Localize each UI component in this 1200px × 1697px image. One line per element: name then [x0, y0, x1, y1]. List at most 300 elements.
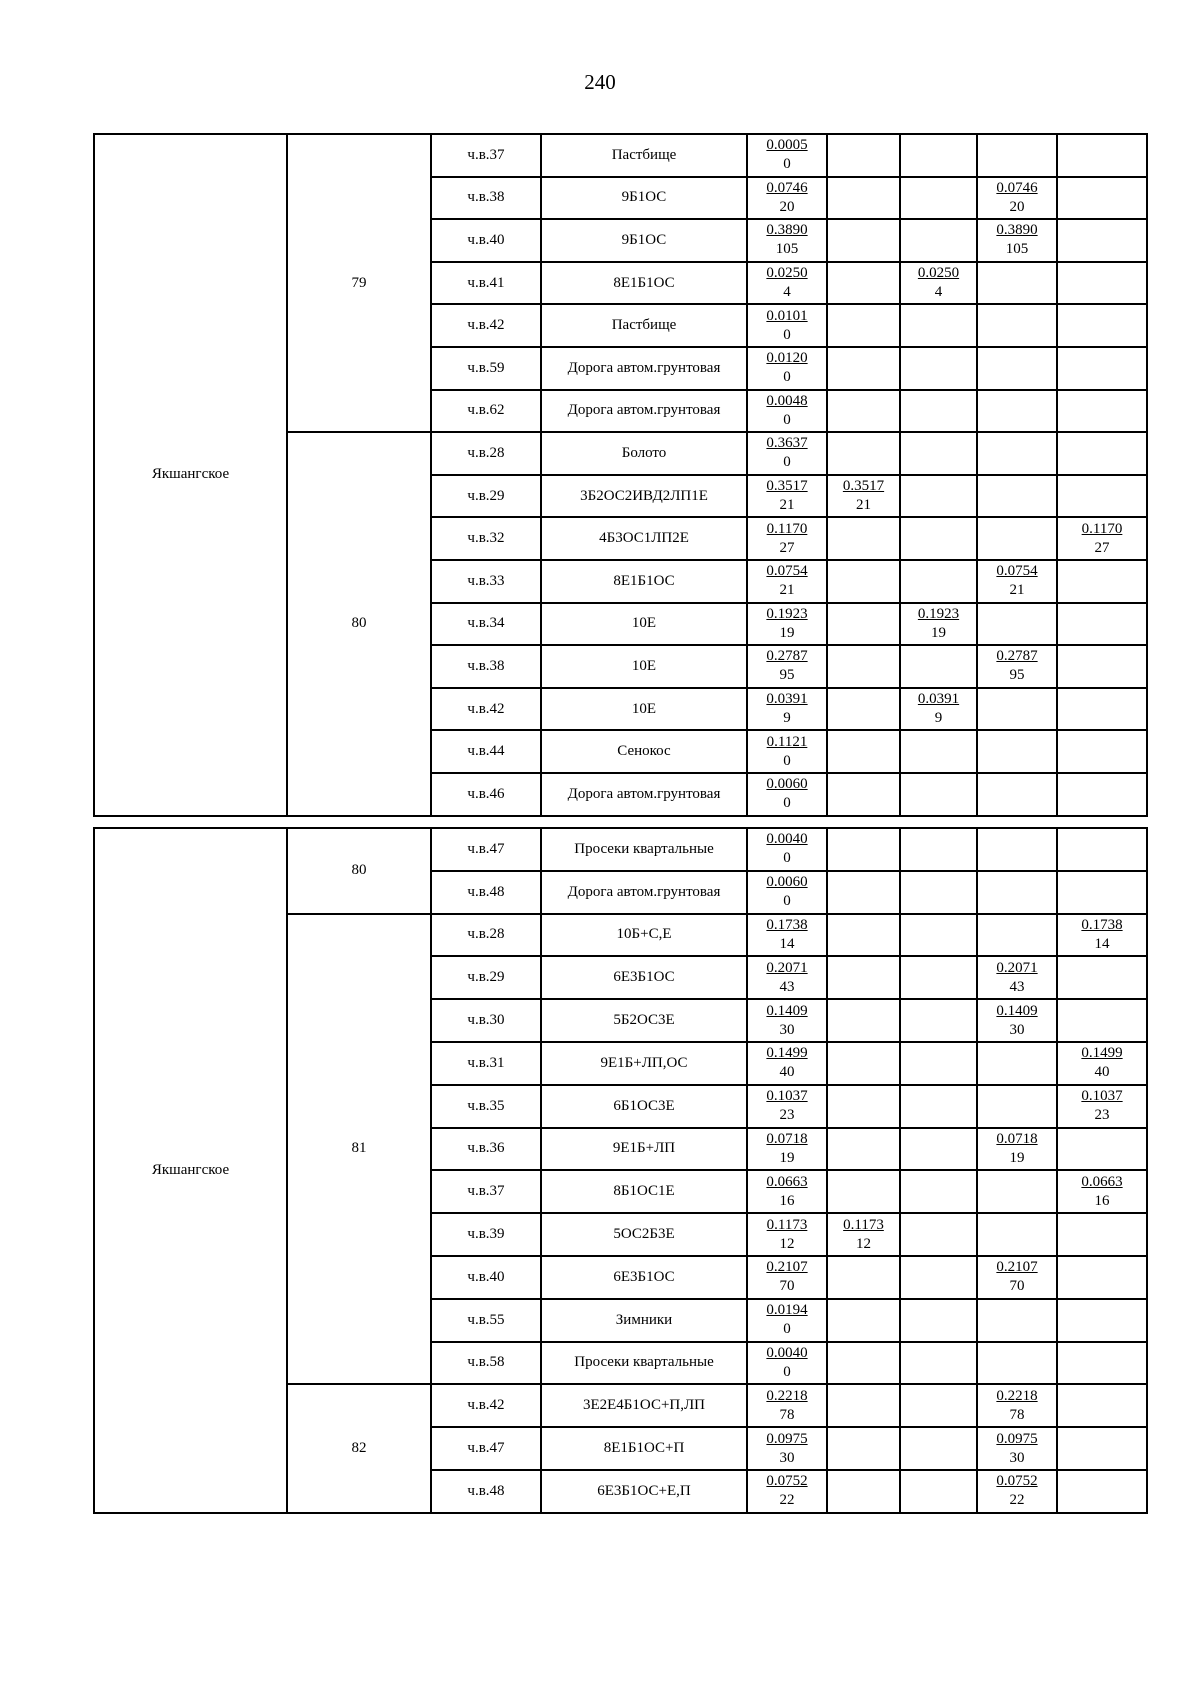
area-value: 0.3517: [842, 478, 885, 495]
volume-value: 14: [1094, 935, 1110, 952]
area-value: 0.0752: [996, 1473, 1038, 1490]
volume-value: 70: [779, 1278, 795, 1295]
volume-value: 0: [783, 795, 791, 812]
category-3-cell: [977, 1427, 1057, 1470]
area-value: 0.1170: [1081, 520, 1123, 537]
category-4-cell: [1057, 347, 1147, 390]
category-2-cell: [900, 1128, 977, 1171]
volume-value: 23: [1094, 1107, 1110, 1124]
total-cell: [747, 603, 827, 646]
category-4-cell: [1057, 688, 1147, 731]
category-3-cell: [977, 134, 1057, 177]
area-value: 0.0048: [766, 392, 808, 409]
category-1-cell: [827, 177, 900, 220]
fraction: [996, 959, 1037, 997]
fraction: [918, 605, 959, 643]
category-2-cell: [900, 134, 977, 177]
category-1-cell: [827, 219, 900, 262]
forest-table-2: [93, 827, 1148, 1514]
category-1-cell: [827, 603, 900, 646]
volume-value: 78: [779, 1406, 795, 1423]
volume-value: 0: [783, 850, 791, 867]
category-3-cell: [977, 956, 1057, 999]
category-1-cell: [827, 262, 900, 305]
total-cell: [747, 1470, 827, 1513]
description-cell: Сенокос: [541, 730, 747, 773]
total-cell: [747, 730, 827, 773]
category-3-cell: [977, 730, 1057, 773]
category-3-cell: [977, 390, 1057, 433]
category-3-cell: [977, 603, 1057, 646]
area-value: 0.0754: [766, 563, 808, 580]
category-1-cell: [827, 1256, 900, 1299]
plot-cell: ч.в.59: [431, 347, 541, 390]
description-cell: Болото: [541, 432, 747, 475]
description-cell: 8Е1Б1ОС: [541, 560, 747, 603]
volume-value: 70: [1009, 1278, 1025, 1295]
category-4-cell: [1057, 517, 1147, 560]
description-cell: 6Е3Б1ОС: [541, 956, 747, 999]
volume-value: 0: [783, 752, 791, 769]
area-value: 0.3890: [996, 222, 1038, 239]
fraction: [766, 1130, 807, 1168]
description-cell: 9Е1Б+ЛП,ОС: [541, 1042, 747, 1085]
fraction: [766, 179, 807, 217]
category-3-cell: [977, 475, 1057, 518]
plot-cell: ч.в.42: [431, 304, 541, 347]
volume-value: 22: [1009, 1492, 1025, 1509]
area-value: 0.1121: [766, 733, 808, 750]
area-value: 0.1409: [766, 1002, 808, 1019]
description-cell: 3Б2ОС2ИВД2ЛП1Е: [541, 475, 747, 518]
fraction: [996, 1472, 1037, 1510]
description-cell: Дорога автом.грунтовая: [541, 773, 747, 816]
total-cell: [747, 1342, 827, 1385]
fraction: [766, 1472, 807, 1510]
description-cell: 10Е: [541, 688, 747, 731]
quarter-number-cell: 79: [287, 134, 431, 432]
volume-value: 0: [783, 326, 791, 343]
category-3-cell: [977, 688, 1057, 731]
fraction: [766, 830, 807, 868]
category-4-cell: [1057, 1170, 1147, 1213]
volume-value: 12: [779, 1235, 795, 1252]
category-1-cell: [827, 956, 900, 999]
area-value: 0.0005: [766, 137, 808, 154]
volume-value: 20: [1009, 198, 1025, 215]
description-cell: Просеки квартальные: [541, 1342, 747, 1385]
table-body: [94, 134, 1147, 816]
total-cell: [747, 1085, 827, 1128]
description-cell: 9Б1ОС: [541, 177, 747, 220]
volume-value: 20: [779, 198, 795, 215]
plot-cell: ч.в.42: [431, 688, 541, 731]
plot-cell: ч.в.28: [431, 914, 541, 957]
area-value: 0.3517: [766, 478, 808, 495]
category-3-cell: [977, 871, 1057, 914]
category-4-cell: [1057, 1128, 1147, 1171]
description-cell: 8Е1Б1ОС+П: [541, 1427, 747, 1470]
volume-value: 105: [1005, 241, 1029, 258]
category-4-cell: [1057, 1342, 1147, 1385]
category-2-cell: [900, 517, 977, 560]
fraction: [766, 1344, 807, 1382]
total-cell: [747, 828, 827, 871]
settlement-cell: Якшангское: [94, 828, 287, 1513]
volume-value: 78: [1009, 1406, 1025, 1423]
fraction: [996, 1130, 1037, 1168]
volume-value: 30: [779, 1021, 795, 1038]
total-cell: [747, 956, 827, 999]
category-1-cell: [827, 1470, 900, 1513]
category-1-cell: [827, 1170, 900, 1213]
volume-value: 105: [775, 241, 799, 258]
volume-value: 4: [934, 284, 943, 301]
total-cell: [747, 134, 827, 177]
volume-value: 0: [783, 1363, 791, 1380]
category-3-cell: [977, 347, 1057, 390]
description-cell: Дорога автом.грунтовая: [541, 347, 747, 390]
volume-value: 27: [779, 539, 795, 556]
area-value: 0.0040: [766, 1344, 808, 1361]
total-cell: [747, 304, 827, 347]
category-4-cell: [1057, 219, 1147, 262]
volume-value: 95: [779, 667, 795, 684]
description-cell: 6Б1ОС3Е: [541, 1085, 747, 1128]
category-2-cell: [900, 1170, 977, 1213]
category-4-cell: [1057, 1042, 1147, 1085]
description-cell: 10Б+С,Е: [541, 914, 747, 957]
category-2-cell: [900, 956, 977, 999]
total-cell: [747, 390, 827, 433]
category-3-cell: [977, 1256, 1057, 1299]
plot-cell: ч.в.32: [431, 517, 541, 560]
description-cell: 9Е1Б+ЛП: [541, 1128, 747, 1171]
area-value: 0.0060: [766, 776, 808, 793]
area-value: 0.1170: [766, 520, 808, 537]
category-2-cell: [900, 390, 977, 433]
category-2-cell: [900, 1342, 977, 1385]
total-cell: [747, 219, 827, 262]
category-4-cell: [1057, 956, 1147, 999]
fraction: [766, 873, 807, 911]
total-cell: [747, 1384, 827, 1427]
category-4-cell: [1057, 134, 1147, 177]
category-3-cell: [977, 999, 1057, 1042]
quarter-number-cell: 81: [287, 914, 431, 1385]
area-value: 0.0040: [766, 831, 808, 848]
area-value: 0.1173: [766, 1216, 808, 1233]
fraction: [766, 392, 807, 430]
area-value: 0.1037: [766, 1088, 808, 1105]
area-value: 0.1738: [766, 916, 808, 933]
volume-value: 0: [783, 156, 791, 173]
volume-value: 4: [783, 284, 791, 301]
category-1-cell: [827, 828, 900, 871]
area-value: 0.0718: [996, 1130, 1038, 1147]
plot-cell: ч.в.55: [431, 1299, 541, 1342]
volume-value: 12: [855, 1235, 871, 1252]
total-cell: [747, 1299, 827, 1342]
description-cell: Зимники: [541, 1299, 747, 1342]
volume-value: 19: [779, 1149, 795, 1166]
fraction: [766, 1387, 807, 1425]
category-2-cell: [900, 828, 977, 871]
table-body: [94, 828, 1147, 1513]
area-value: 0.0250: [917, 265, 960, 282]
fraction: [766, 1301, 807, 1339]
plot-cell: ч.в.40: [431, 1256, 541, 1299]
fraction: [766, 775, 807, 813]
category-4-cell: [1057, 475, 1147, 518]
category-1-cell: [827, 914, 900, 957]
category-2-cell: [900, 773, 977, 816]
category-3-cell: [977, 1470, 1057, 1513]
area-value: 0.2071: [996, 959, 1038, 976]
category-4-cell: [1057, 1299, 1147, 1342]
volume-value: 30: [779, 1449, 795, 1466]
volume-value: 21: [1009, 582, 1025, 599]
category-1-cell: [827, 1042, 900, 1085]
fraction: [996, 1387, 1037, 1425]
area-value: 0.0391: [766, 691, 808, 708]
fraction: [996, 562, 1037, 600]
fraction: [1081, 1087, 1122, 1125]
fraction: [843, 477, 884, 515]
category-4-cell: [1057, 1085, 1147, 1128]
total-cell: [747, 475, 827, 518]
area-value: 0.1173: [843, 1216, 884, 1233]
description-cell: Дорога автом.грунтовая: [541, 390, 747, 433]
forest-table-1: [93, 133, 1148, 817]
category-4-cell: [1057, 177, 1147, 220]
fraction: [918, 264, 959, 302]
fraction: [996, 1430, 1037, 1468]
category-4-cell: [1057, 914, 1147, 957]
plot-cell: ч.в.37: [431, 1170, 541, 1213]
area-value: 0.2218: [996, 1387, 1038, 1404]
category-4-cell: [1057, 999, 1147, 1042]
area-value: 0.0663: [766, 1173, 808, 1190]
category-2-cell: [900, 177, 977, 220]
description-cell: 3Е2Е4Б1ОС+П,ЛП: [541, 1384, 747, 1427]
category-4-cell: [1057, 828, 1147, 871]
fraction: [996, 1002, 1037, 1040]
area-value: 0.2107: [766, 1259, 808, 1276]
area-value: 0.0746: [996, 179, 1038, 196]
category-3-cell: [977, 1299, 1057, 1342]
description-cell: 5Б2ОС3Е: [541, 999, 747, 1042]
category-2-cell: [900, 1213, 977, 1256]
fraction: [766, 307, 807, 345]
volume-value: 22: [779, 1492, 795, 1509]
total-cell: [747, 773, 827, 816]
total-cell: [747, 1128, 827, 1171]
category-1-cell: [827, 475, 900, 518]
category-3-cell: [977, 914, 1057, 957]
fraction: [766, 349, 807, 387]
fraction: [766, 1087, 807, 1125]
volume-value: 9: [783, 710, 791, 727]
total-cell: [747, 1042, 827, 1085]
fraction: [767, 520, 808, 558]
category-1-cell: [827, 645, 900, 688]
plot-cell: ч.в.31: [431, 1042, 541, 1085]
total-cell: [747, 914, 827, 957]
category-4-cell: [1057, 390, 1147, 433]
category-2-cell: [900, 1256, 977, 1299]
area-value: 0.0752: [766, 1473, 808, 1490]
area-value: 0.0391: [917, 691, 960, 708]
volume-value: 21: [856, 497, 871, 514]
category-4-cell: [1057, 730, 1147, 773]
plot-cell: ч.в.41: [431, 262, 541, 305]
plot-cell: ч.в.29: [431, 956, 541, 999]
category-4-cell: [1057, 1256, 1147, 1299]
area-value: 0.2787: [766, 648, 808, 665]
plot-cell: ч.в.28: [431, 432, 541, 475]
category-2-cell: [900, 1085, 977, 1128]
fraction: [766, 1258, 807, 1296]
total-cell: [747, 999, 827, 1042]
volume-value: 21: [779, 582, 795, 599]
fraction: [766, 647, 807, 685]
category-2-cell: [900, 1384, 977, 1427]
total-cell: [747, 347, 827, 390]
category-4-cell: [1057, 262, 1147, 305]
total-cell: [747, 560, 827, 603]
plot-cell: ч.в.46: [431, 773, 541, 816]
category-1-cell: [827, 1128, 900, 1171]
category-3-cell: [977, 828, 1057, 871]
category-1-cell: [827, 134, 900, 177]
description-cell: 8Б1ОС1Е: [541, 1170, 747, 1213]
quarter-number-cell: 80: [287, 432, 431, 815]
volume-value: 16: [1094, 1192, 1110, 1209]
volume-value: 19: [931, 624, 946, 641]
category-4-cell: [1057, 1470, 1147, 1513]
volume-value: 0: [783, 1321, 791, 1338]
settlement-cell: Якшангское: [94, 134, 287, 816]
category-3-cell: [977, 517, 1057, 560]
plot-cell: ч.в.42: [431, 1384, 541, 1427]
area-value: 0.2218: [766, 1387, 808, 1404]
fraction: [996, 179, 1037, 217]
fraction: [1081, 1044, 1122, 1082]
plot-cell: ч.в.35: [431, 1085, 541, 1128]
page-number: 240: [584, 70, 616, 94]
volume-value: 40: [779, 1064, 795, 1081]
category-4-cell: [1057, 560, 1147, 603]
category-1-cell: [827, 432, 900, 475]
category-4-cell: [1057, 1384, 1147, 1427]
fraction: [766, 605, 807, 643]
plot-cell: ч.в.38: [431, 645, 541, 688]
category-2-cell: [900, 603, 977, 646]
volume-value: 27: [1094, 539, 1110, 556]
area-value: 0.2107: [996, 1259, 1038, 1276]
quarter-number-cell: 82: [287, 1384, 431, 1512]
category-1-cell: [827, 560, 900, 603]
area-value: 0.0120: [766, 350, 808, 367]
fraction: [766, 221, 807, 259]
volume-value: 43: [1009, 978, 1025, 995]
category-1-cell: [827, 773, 900, 816]
area-value: 0.1923: [766, 605, 808, 622]
volume-value: 23: [779, 1107, 795, 1124]
category-1-cell: [827, 730, 900, 773]
area-value: 0.3890: [766, 222, 808, 239]
fraction: [1082, 520, 1123, 558]
fraction: [766, 1002, 807, 1040]
total-cell: [747, 262, 827, 305]
category-1-cell: [827, 1342, 900, 1385]
category-1-cell: [827, 390, 900, 433]
category-2-cell: [900, 914, 977, 957]
description-cell: 10Е: [541, 645, 747, 688]
quarter-number-cell: 80: [287, 828, 431, 914]
volume-value: 21: [779, 497, 795, 514]
category-2-cell: [900, 1470, 977, 1513]
area-value: 0.1409: [996, 1002, 1038, 1019]
fraction: [766, 136, 807, 174]
fraction: [766, 434, 807, 472]
plot-cell: ч.в.37: [431, 134, 541, 177]
category-1-cell: [827, 999, 900, 1042]
volume-value: 0: [783, 369, 791, 386]
fraction: [996, 1258, 1037, 1296]
plot-cell: ч.в.47: [431, 1427, 541, 1470]
volume-value: 19: [779, 624, 795, 641]
plot-cell: ч.в.36: [431, 1128, 541, 1171]
area-value: 0.1738: [1081, 916, 1123, 933]
fraction: [766, 477, 807, 515]
volume-value: 30: [1009, 1449, 1025, 1466]
total-cell: [747, 871, 827, 914]
volume-value: 14: [779, 935, 795, 952]
total-cell: [747, 432, 827, 475]
category-2-cell: [900, 432, 977, 475]
volume-value: 0: [783, 893, 791, 910]
plot-cell: ч.в.33: [431, 560, 541, 603]
plot-cell: ч.в.48: [431, 1470, 541, 1513]
total-cell: [747, 177, 827, 220]
fraction: [843, 1216, 884, 1254]
area-value: 0.0250: [766, 265, 808, 282]
fraction: [767, 1216, 808, 1254]
category-3-cell: [977, 219, 1057, 262]
category-4-cell: [1057, 1427, 1147, 1470]
category-1-cell: [827, 688, 900, 731]
category-1-cell: [827, 1213, 900, 1256]
table-row: [94, 828, 1147, 871]
category-2-cell: [900, 688, 977, 731]
category-3-cell: [977, 1170, 1057, 1213]
area-value: 0.1037: [1081, 1088, 1123, 1105]
volume-value: 16: [779, 1192, 795, 1209]
fraction: [918, 690, 959, 728]
area-value: 0.1499: [766, 1045, 808, 1062]
category-3-cell: [977, 1042, 1057, 1085]
category-2-cell: [900, 560, 977, 603]
category-2-cell: [900, 1299, 977, 1342]
volume-value: 9: [934, 710, 943, 727]
category-4-cell: [1057, 304, 1147, 347]
fraction: [766, 1430, 807, 1468]
category-3-cell: [977, 1085, 1057, 1128]
plot-cell: ч.в.40: [431, 219, 541, 262]
category-4-cell: [1057, 1213, 1147, 1256]
